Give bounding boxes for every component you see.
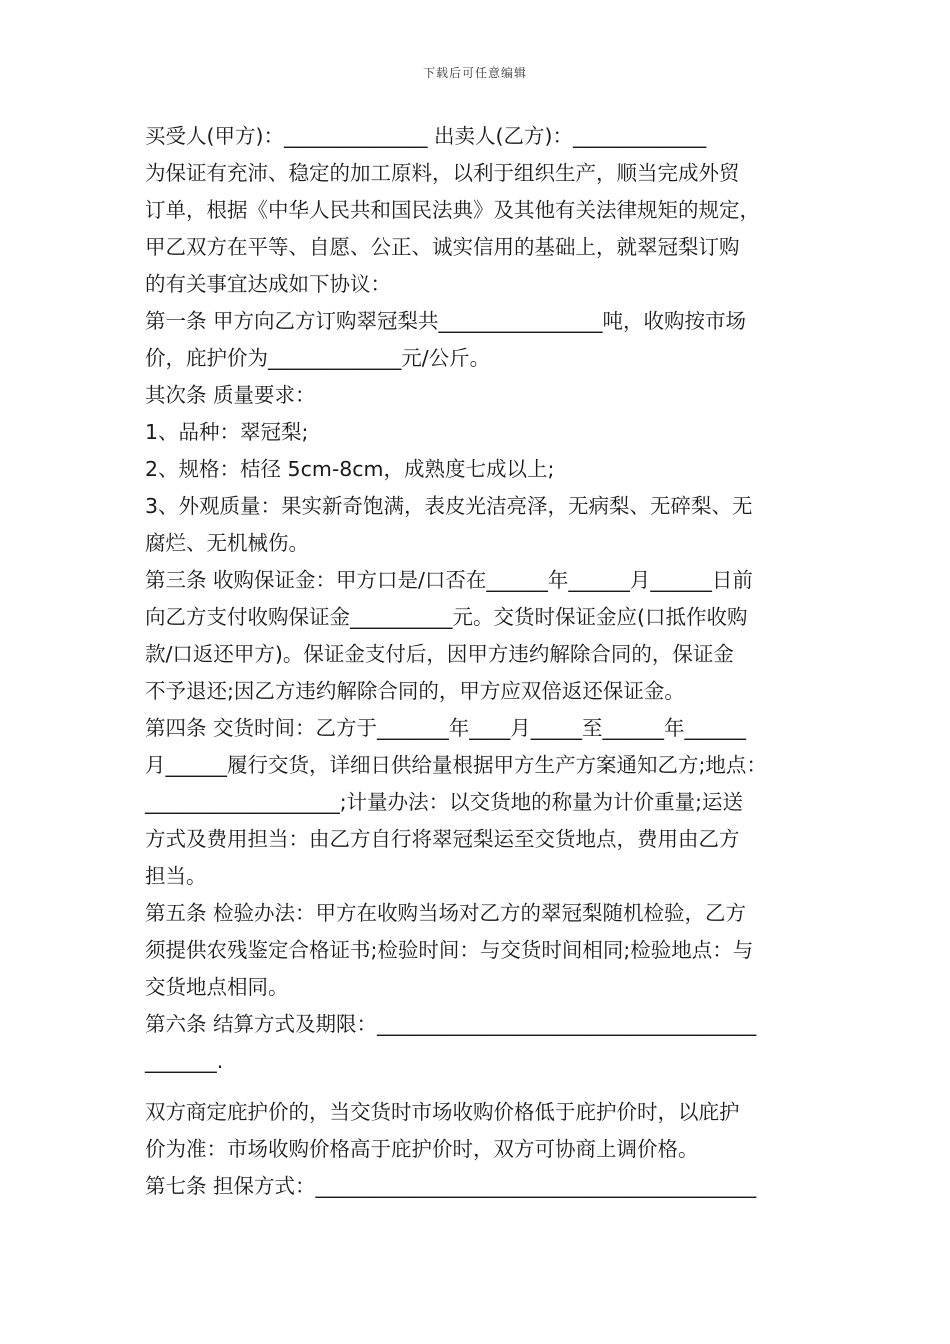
article-3-line: 款/口返还甲方)。保证金支付后，因甲方违约解除合同的，保证金 bbox=[145, 642, 734, 666]
article-2-heading: 其次条 质量要求： bbox=[145, 383, 316, 407]
preamble-line: 订单，根据《中华人民共和国民法典》及其他有关法律规矩的规定， bbox=[145, 198, 760, 222]
article-2-item: 2、规格：桔径 5cm-8cm，成熟度七成以上; bbox=[145, 457, 555, 481]
article-5-line: 须提供农残鉴定合格证书;检验时间：与交货时间相同;检验地点：与 bbox=[145, 938, 754, 962]
article-3-line: 不予退还;因乙方违约解除合同的，甲方应双倍返还保证金。 bbox=[145, 679, 685, 703]
article-2-item: 3、外观质量：果实新奇饱满，表皮光洁亮泽，无病梨、无碎梨、无 bbox=[145, 494, 753, 518]
article-7-line: 第七条 担保方式：___________________________________________ bbox=[145, 1174, 757, 1198]
article-5-line: 第五条 检验办法：甲方在收购当场对乙方的翠冠梨随机检验，乙方 bbox=[145, 901, 747, 925]
article-6-line: 价为准：市场收购价格高于庇护价时，双方可协商上调价格。 bbox=[145, 1137, 699, 1161]
article-3-line: 第三条 收购保证金：甲方口是/口否在______年______月______日前 bbox=[145, 568, 753, 592]
article-1-line: 价，庇护价为_____________元/公斤。 bbox=[145, 346, 491, 370]
paragraph-gap bbox=[145, 1080, 810, 1094]
article-6-line: 第六条 结算方式及期限：_____________________________________ bbox=[145, 1012, 757, 1036]
article-2-item: 1、品种：翠冠梨; bbox=[145, 420, 309, 444]
article-4-line: 第四条 交货时间：乙方于_______年____月_____至______年______ bbox=[145, 716, 747, 740]
article-5-line: 交货地点相同。 bbox=[145, 975, 289, 999]
page-header-note: 下载后可任意编辑 bbox=[422, 66, 527, 80]
article-4-line: ___________________;计量办法：以交货地的称量为计价重量;运送 bbox=[145, 790, 744, 814]
article-4-line: 月______履行交货，详细日供给量根据甲方生产方案通知乙方;地点： bbox=[145, 753, 767, 777]
parties-line: 买受人(甲方)：______________ 出卖人(乙方)：_____________ bbox=[145, 124, 707, 148]
article-6-line: 双方商定庇护价的，当交货时市场收购价格低于庇护价时，以庇护 bbox=[145, 1100, 740, 1124]
article-2-item: 腐烂、无机械伤。 bbox=[145, 531, 309, 555]
preamble-line: 的有关事宜达成如下协议： bbox=[145, 272, 391, 296]
article-4-line: 方式及费用担当：由乙方自行将翠冠梨运至交货地点，费用由乙方 bbox=[145, 827, 740, 851]
contract-body bbox=[145, 118, 810, 1205]
article-3-line: 向乙方支付收购保证金__________元。交货时保证金应(口抵作收购 bbox=[145, 605, 748, 629]
preamble-line: 甲乙双方在平等、自愿、公正、诚实信用的基础上，就翠冠梨订购 bbox=[145, 235, 740, 259]
article-6-line: _______. bbox=[145, 1049, 224, 1073]
preamble-line: 为保证有充沛、稳定的加工原料，以利于组织生产，顺当完成外贸 bbox=[145, 161, 740, 185]
article-4-line: 担当。 bbox=[145, 864, 207, 888]
article-1-line: 第一条 甲方向乙方订购翠冠梨共________________吨，收购按市场 bbox=[145, 309, 747, 333]
